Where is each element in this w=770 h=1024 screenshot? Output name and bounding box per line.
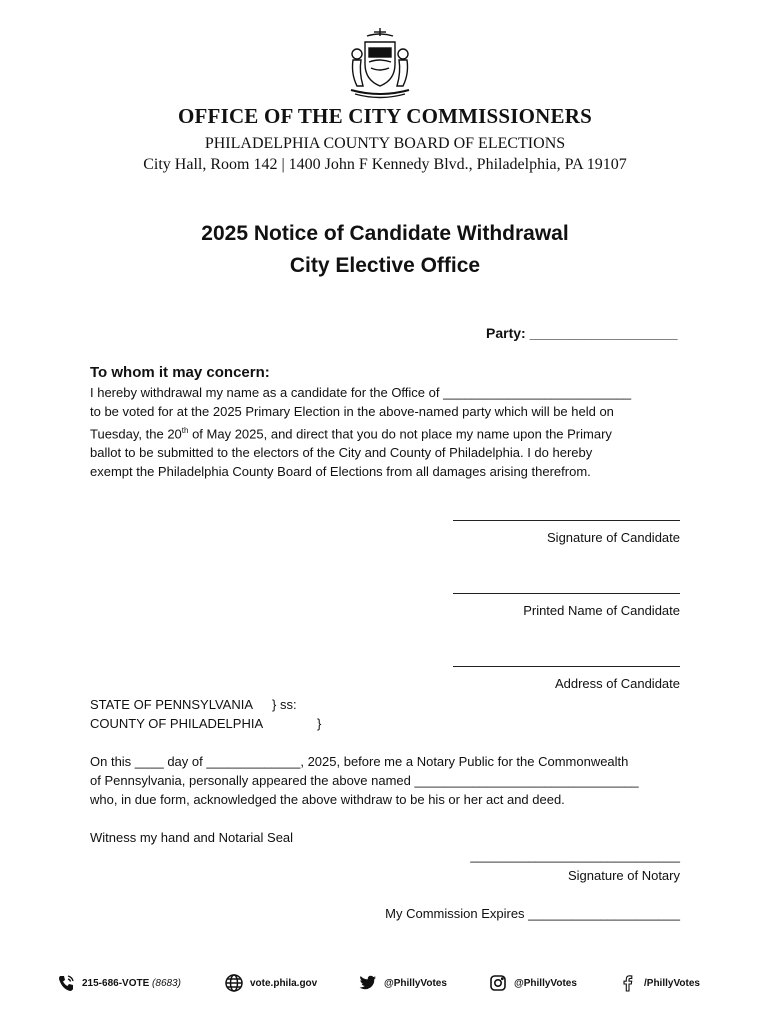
statement-text: of May 2025, and direct that you do not place my name upon the Primary [188, 426, 612, 442]
form-subtitle: City Elective Office [289, 254, 481, 277]
facebook-handle: /PhillyVotes [644, 977, 700, 989]
office-address: City Hall, Room 142 | 1400 John F Kennedy Blvd., Philadelphia, PA 19107 [143, 156, 627, 173]
statement-line: to be voted for at the 2025 Primary Election in the above-named party which will be held on [90, 404, 614, 419]
statement-line: ballot to be submitted to the electors of the City and County of Philadelphia. I do hereby [90, 445, 593, 461]
phone-icon [56, 973, 76, 993]
statement-line [90, 421, 690, 443]
county-label: COUNTY OF PHILADELPHIA [90, 716, 264, 731]
signature-candidate-label: Signature of Candidate [547, 530, 680, 545]
county-brace: } [317, 716, 322, 731]
globe-icon [224, 973, 244, 993]
state-label: STATE OF PENNSYLVANIA [90, 697, 254, 712]
board-name: PHILADELPHIA COUNTY BOARD OF ELECTIONS [204, 135, 566, 152]
greeting: To whom it may concern: [90, 364, 270, 381]
statement-line: I hereby withdrawal my name as a candidate for the Office of __________________________ [90, 385, 632, 400]
phone-number [82, 978, 181, 989]
footer-twitter[interactable] [358, 972, 447, 994]
witness-text: Witness my hand and Notarial Seal [90, 830, 294, 845]
notary-statement-line: who, in due form, acknowledged the above withdraw to be his or her act and deed. [90, 792, 565, 807]
notary-statement-line: On this ____ day of _____________, 2025, before me a Notary Public for the Commonwealth [90, 754, 629, 769]
address-line[interactable] [453, 666, 680, 667]
statement-line: exempt the Philadelphia County Board of Elections from all damages arising therefrom. [90, 464, 591, 480]
instagram-icon [488, 973, 508, 993]
footer-instagram[interactable] [488, 972, 577, 994]
phone-text: 215-686-VOTE [82, 977, 150, 989]
website-text: vote.phila.gov [250, 977, 318, 989]
city-seal-icon [345, 24, 415, 100]
signature-notary-label: Signature of Notary [567, 868, 680, 883]
twitter-handle: @PhillyVotes [384, 977, 447, 989]
footer-phone[interactable] [56, 972, 181, 994]
footer-facebook[interactable] [618, 972, 700, 994]
printed-name-line[interactable] [453, 593, 680, 594]
commission-expires[interactable]: My Commission Expires _____________________ [385, 906, 680, 921]
twitter-icon [358, 973, 378, 993]
notary-signature-line[interactable]: _____________________________ [470, 848, 680, 863]
facebook-icon [618, 973, 638, 993]
state-brace: } ss: [272, 697, 297, 712]
printed-name-label: Printed Name of Candidate [523, 603, 680, 618]
withdrawal-statement [90, 383, 690, 481]
form-title: 2025 Notice of Candidate Withdrawal [201, 222, 569, 245]
footer-website[interactable] [224, 972, 317, 994]
office-title: OFFICE OF THE CITY COMMISSIONERS [177, 104, 592, 128]
instagram-handle: @PhillyVotes [514, 977, 577, 989]
party-field[interactable]: Party: ___________________ [486, 325, 678, 341]
address-label: Address of Candidate [554, 676, 680, 691]
candidate-signature-line[interactable] [453, 520, 680, 521]
notary-statement-line: of Pennsylvania, personally appeared the above named _______________________________ [90, 773, 639, 788]
phone-alt: (8683) [152, 977, 181, 989]
ordinal-suffix: th [181, 426, 189, 435]
statement-text: Tuesday, the 20 [90, 426, 182, 442]
